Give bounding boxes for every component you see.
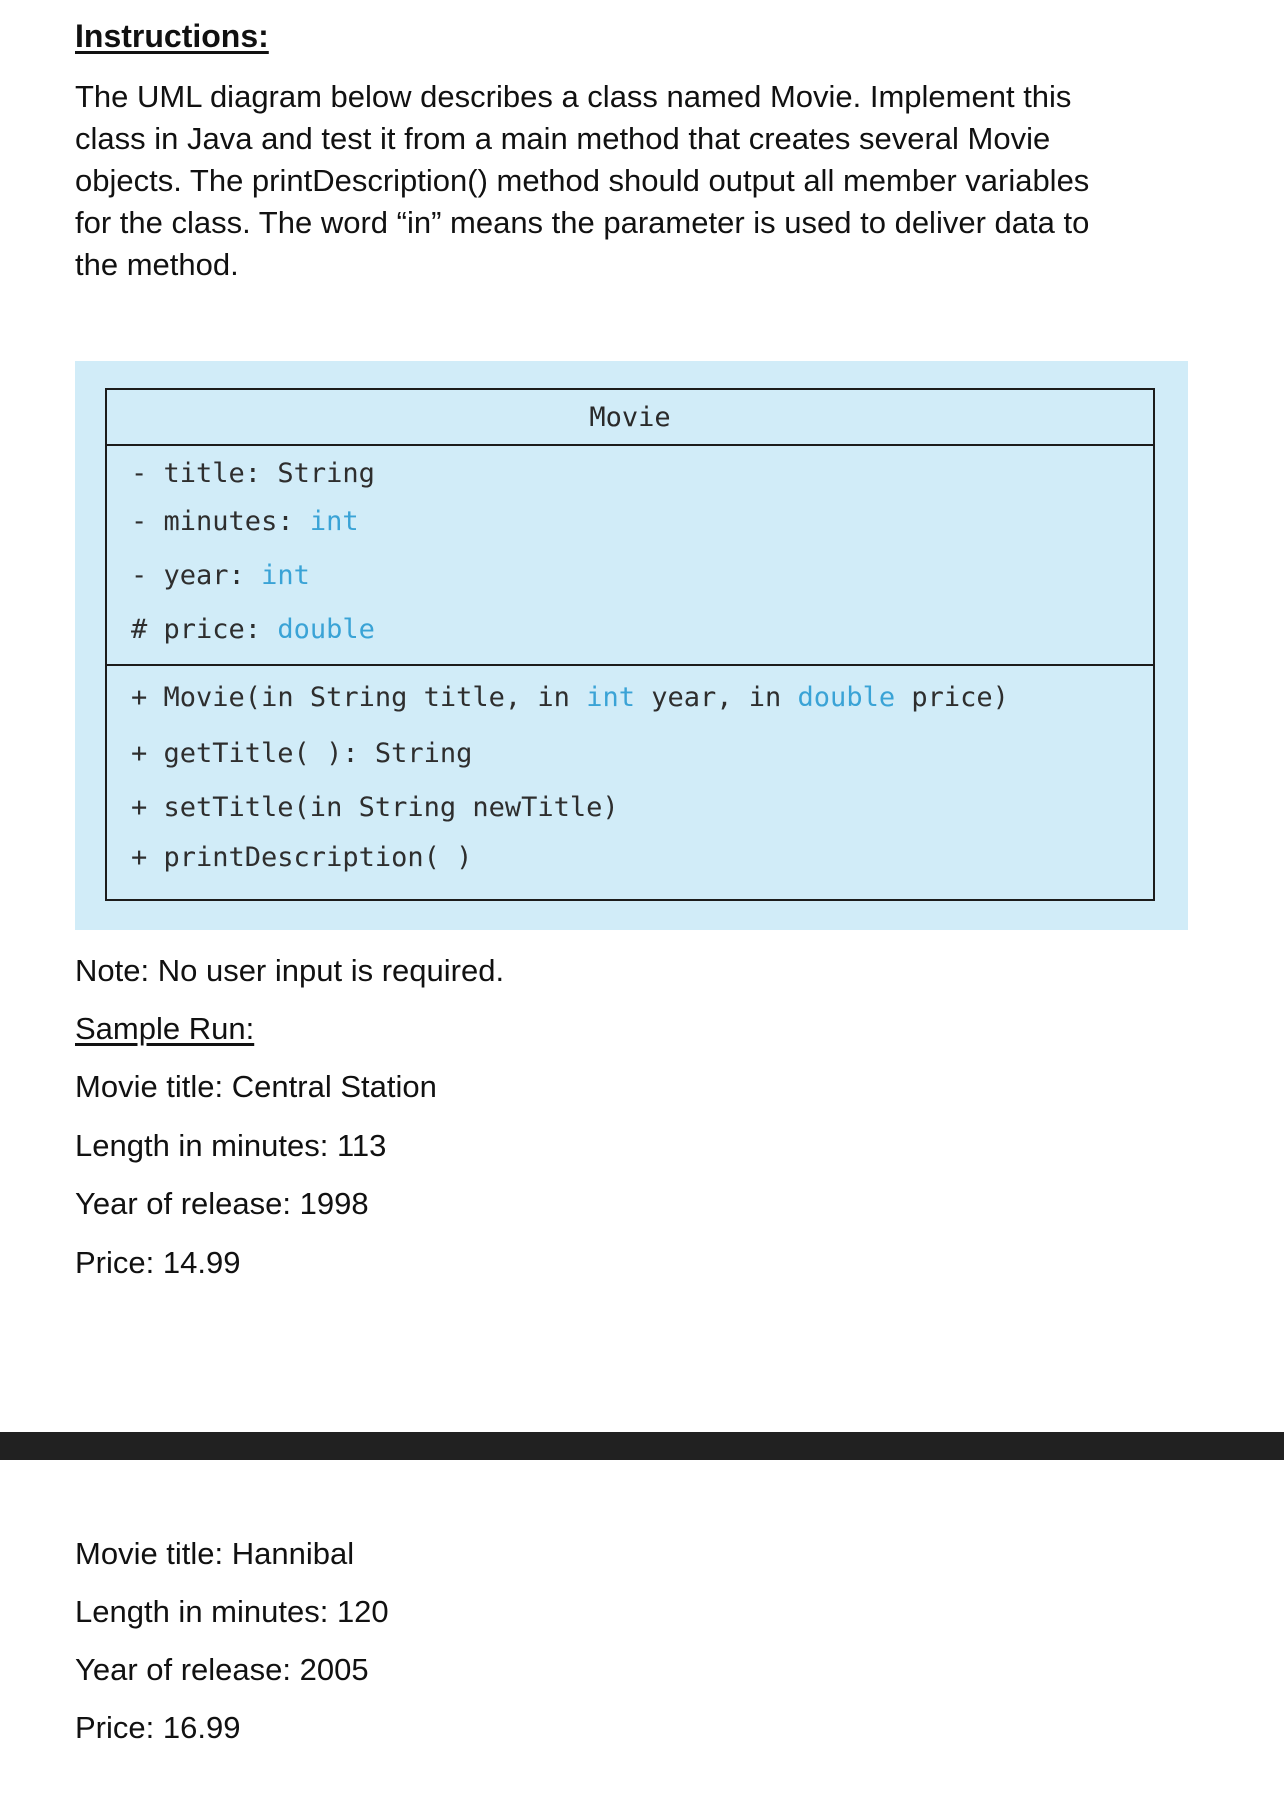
visibility-marker: + <box>131 682 148 713</box>
operation-keyword: int <box>586 682 635 713</box>
attribute-type: double <box>277 614 375 645</box>
intro-line: The UML diagram below describes a class named Movie. Implement this <box>75 79 1072 114</box>
operation-text: Movie(in String title, in <box>163 682 570 713</box>
intro-line: the method. <box>75 247 239 282</box>
output-length-line: Length in minutes: 120 <box>75 1594 389 1629</box>
intro-paragraph <box>75 76 1215 286</box>
uml-class-box <box>105 388 1155 901</box>
uml-operations-section <box>107 666 1153 901</box>
uml-operation-get-title: + getTitle( ): String <box>131 738 473 769</box>
uml-operation-constructor <box>131 682 1009 713</box>
output-title-line: Movie title: Central Station <box>75 1069 437 1104</box>
uml-operation-print-description: + printDescription( ) <box>131 842 473 873</box>
intro-line: class in Java and test it from a main method that creates several Movie <box>75 121 1051 156</box>
visibility-marker: - <box>131 560 148 591</box>
uml-operation-set-title: + setTitle(in String newTitle) <box>131 792 619 823</box>
attribute-name: title: <box>163 458 262 489</box>
operation-keyword: double <box>797 682 896 713</box>
uml-attributes-section <box>107 446 1153 666</box>
page-divider-bar <box>0 1432 1284 1460</box>
intro-line: for the class. The word “in” means the parameter is used to deliver data to <box>75 205 1090 240</box>
visibility-marker: - <box>131 458 148 489</box>
visibility-marker: - <box>131 506 148 537</box>
uml-class-name: Movie <box>107 390 1153 446</box>
visibility-marker: # <box>131 614 148 645</box>
instructions-heading: Instructions: <box>75 18 269 54</box>
operation-text: price) <box>911 682 1009 713</box>
attribute-type: int <box>261 560 310 591</box>
uml-attribute-year <box>131 560 310 591</box>
attribute-type: int <box>309 506 359 537</box>
uml-attribute-minutes <box>131 506 359 537</box>
output-year-line: Year of release: 2005 <box>75 1652 369 1687</box>
uml-attribute-title <box>131 458 375 489</box>
uml-attribute-price <box>131 614 375 645</box>
intro-line: objects. The printDescription() method should output all member variables <box>75 163 1090 198</box>
operation-text: year, in <box>651 682 782 713</box>
attribute-name: minutes: <box>163 506 294 537</box>
output-year-line: Year of release: 1998 <box>75 1186 369 1221</box>
attribute-type: String <box>277 458 375 489</box>
attribute-name: price: <box>163 614 262 645</box>
output-price-line: Price: 14.99 <box>75 1245 241 1280</box>
note-text: Note: No user input is required. <box>75 953 505 988</box>
uml-diagram-panel <box>75 361 1188 930</box>
output-title-line: Movie title: Hannibal <box>75 1536 355 1571</box>
sample-run-label: Sample Run: <box>75 1011 255 1046</box>
attribute-name: year: <box>163 560 245 591</box>
output-length-line: Length in minutes: 113 <box>75 1128 387 1163</box>
output-price-line: Price: 16.99 <box>75 1710 241 1745</box>
